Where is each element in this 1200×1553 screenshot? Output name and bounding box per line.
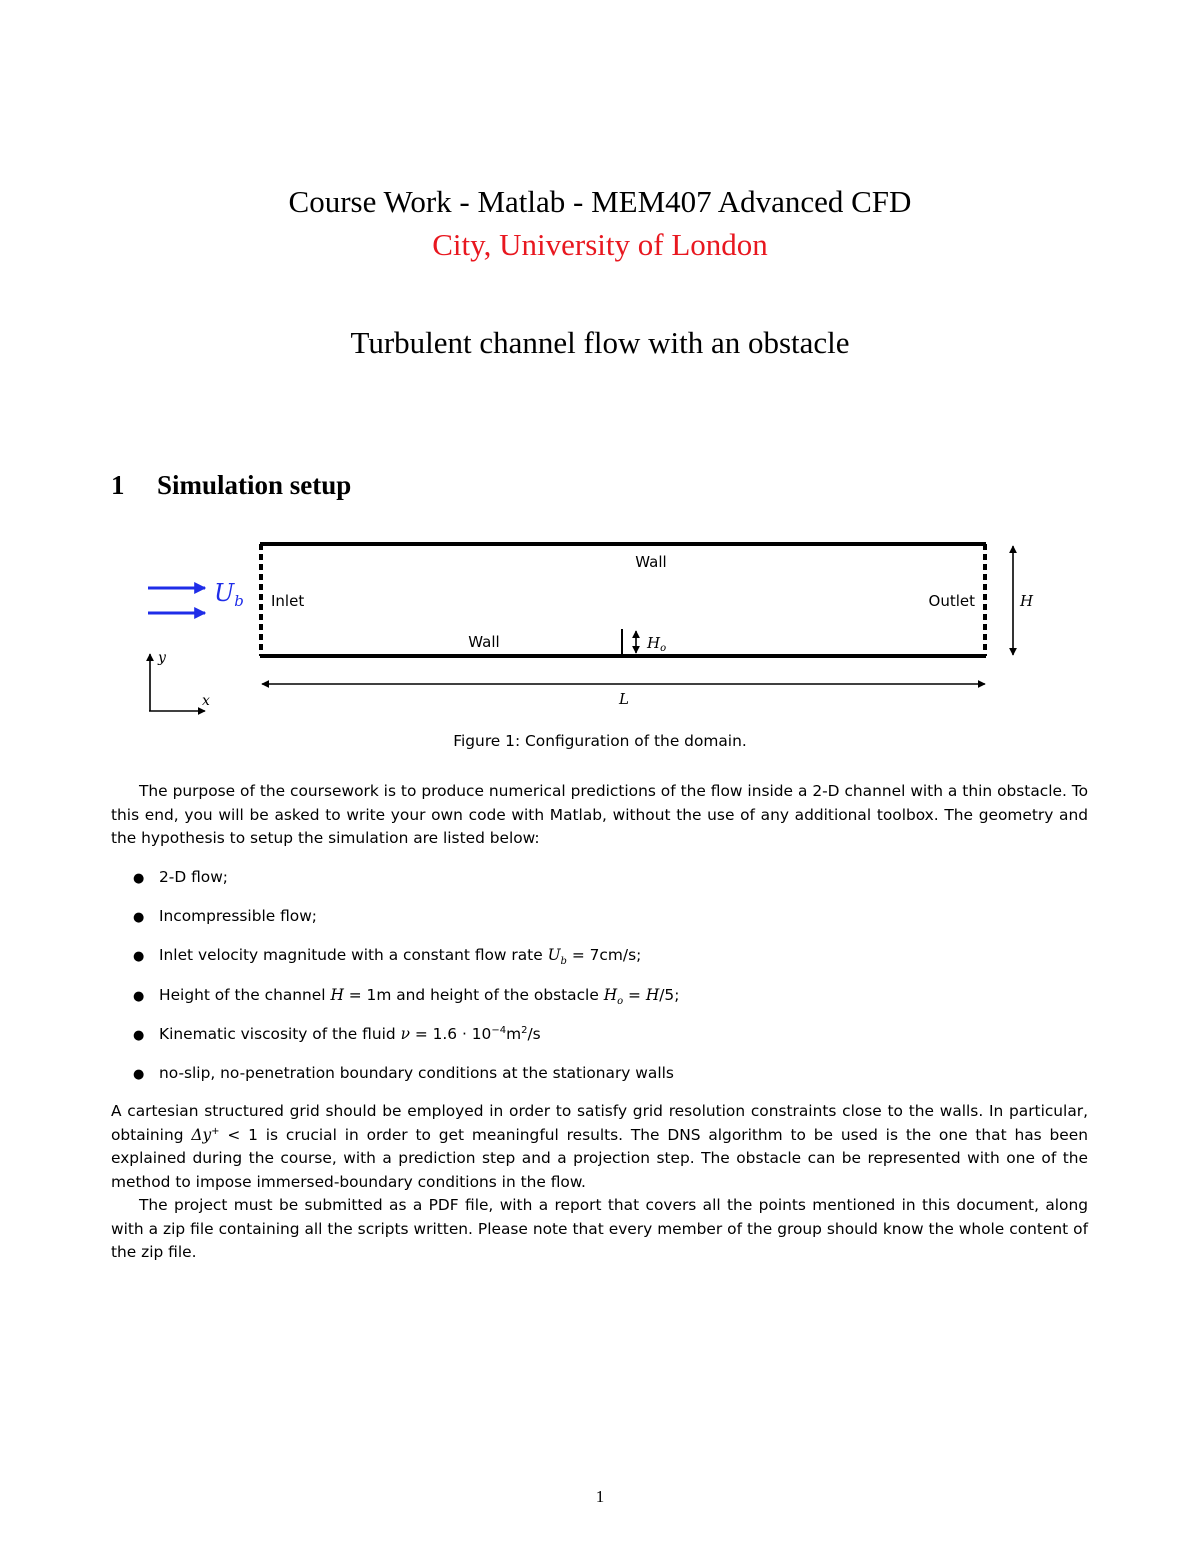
list-item: ● Incompressible flow; [133, 905, 679, 944]
inlet-label: Inlet [271, 592, 305, 610]
list-item: ● 2-D flow; [133, 866, 679, 905]
section-title: Simulation setup [157, 470, 352, 500]
list-item: ● Kinematic viscosity of the fluid $\nu = 1.6 \cdot 10^{-4}m^2/s$ [133, 1023, 679, 1062]
intro-paragraph: The purpose of the coursework is to produce numerical predictions of the flow inside a 2-D channel with a thin obstacle. To this end, you will be asked to write your own code with Matlab, without the use of any additional toolbox. The geometry and the hypothesis to setup the simulation are listed below: [111, 782, 1088, 848]
l-label: L [619, 690, 629, 708]
bullet-icon: ● [133, 949, 145, 965]
section-heading [111, 470, 351, 501]
h-label: H [1020, 592, 1034, 610]
list-item: ● Height of the channel H = 1m and height of the obstacle $H_o = H/5$; [133, 985, 680, 1007]
bullet-icon: ● [133, 910, 145, 926]
grid-paragraph: A cartesian structured grid should be employed in order to satisfy grid resolution constraints close to the walls. In particular, obtaining Δy+ < 1 is crucial in order to get meaningful results. The DNS algorithm to be used is the one that has been explained during the course, with a prediction step and a projection step. The obstacle can be represented with one of the method to impose immersed-boundary conditions in the flow. [111, 1102, 1089, 1191]
ub-label: $U_b$ [214, 579, 244, 610]
submission-paragraph: The project must be submitted as a PDF file, with a report that covers all the points mentioned in this document, along with a zip file containing all the scripts written. Please note that every member of the group should know the whole content of the zip file. [111, 1196, 1088, 1262]
outlet-label: Outlet [928, 592, 975, 610]
bullet-icon: ● [133, 1066, 145, 1082]
list-item: ● no-slip, no-penetration boundary conditions at the stationary walls [133, 1062, 679, 1101]
document-subtitle: Turbulent channel flow with an obstacle [350, 325, 850, 360]
y-axis-label: y [158, 650, 166, 666]
figure-caption: Figure 1: Configuration of the domain. [453, 732, 747, 750]
bullet-icon: ● [133, 1027, 145, 1043]
page-number: 1 [595, 1487, 605, 1506]
wall-top-label: Wall [635, 553, 667, 571]
section-number: 1 [111, 470, 125, 500]
list-item: ● Inlet velocity magnitude with a constant flow rate $U_b = 7cm/s$; [133, 946, 642, 968]
x-axis-label: x [202, 693, 210, 709]
institution-name: City, University of London [432, 227, 768, 262]
bullet-icon: ● [133, 988, 145, 1004]
wall-bottom-label: Wall [468, 633, 500, 651]
document-title: Course Work - Matlab - MEM407 Advanced CFD [288, 184, 912, 219]
ho-label: $H_o$ [647, 634, 667, 654]
domain-figure [0, 530, 1200, 725]
bullet-icon: ● [133, 871, 145, 886]
hypothesis-list [133, 866, 679, 1101]
